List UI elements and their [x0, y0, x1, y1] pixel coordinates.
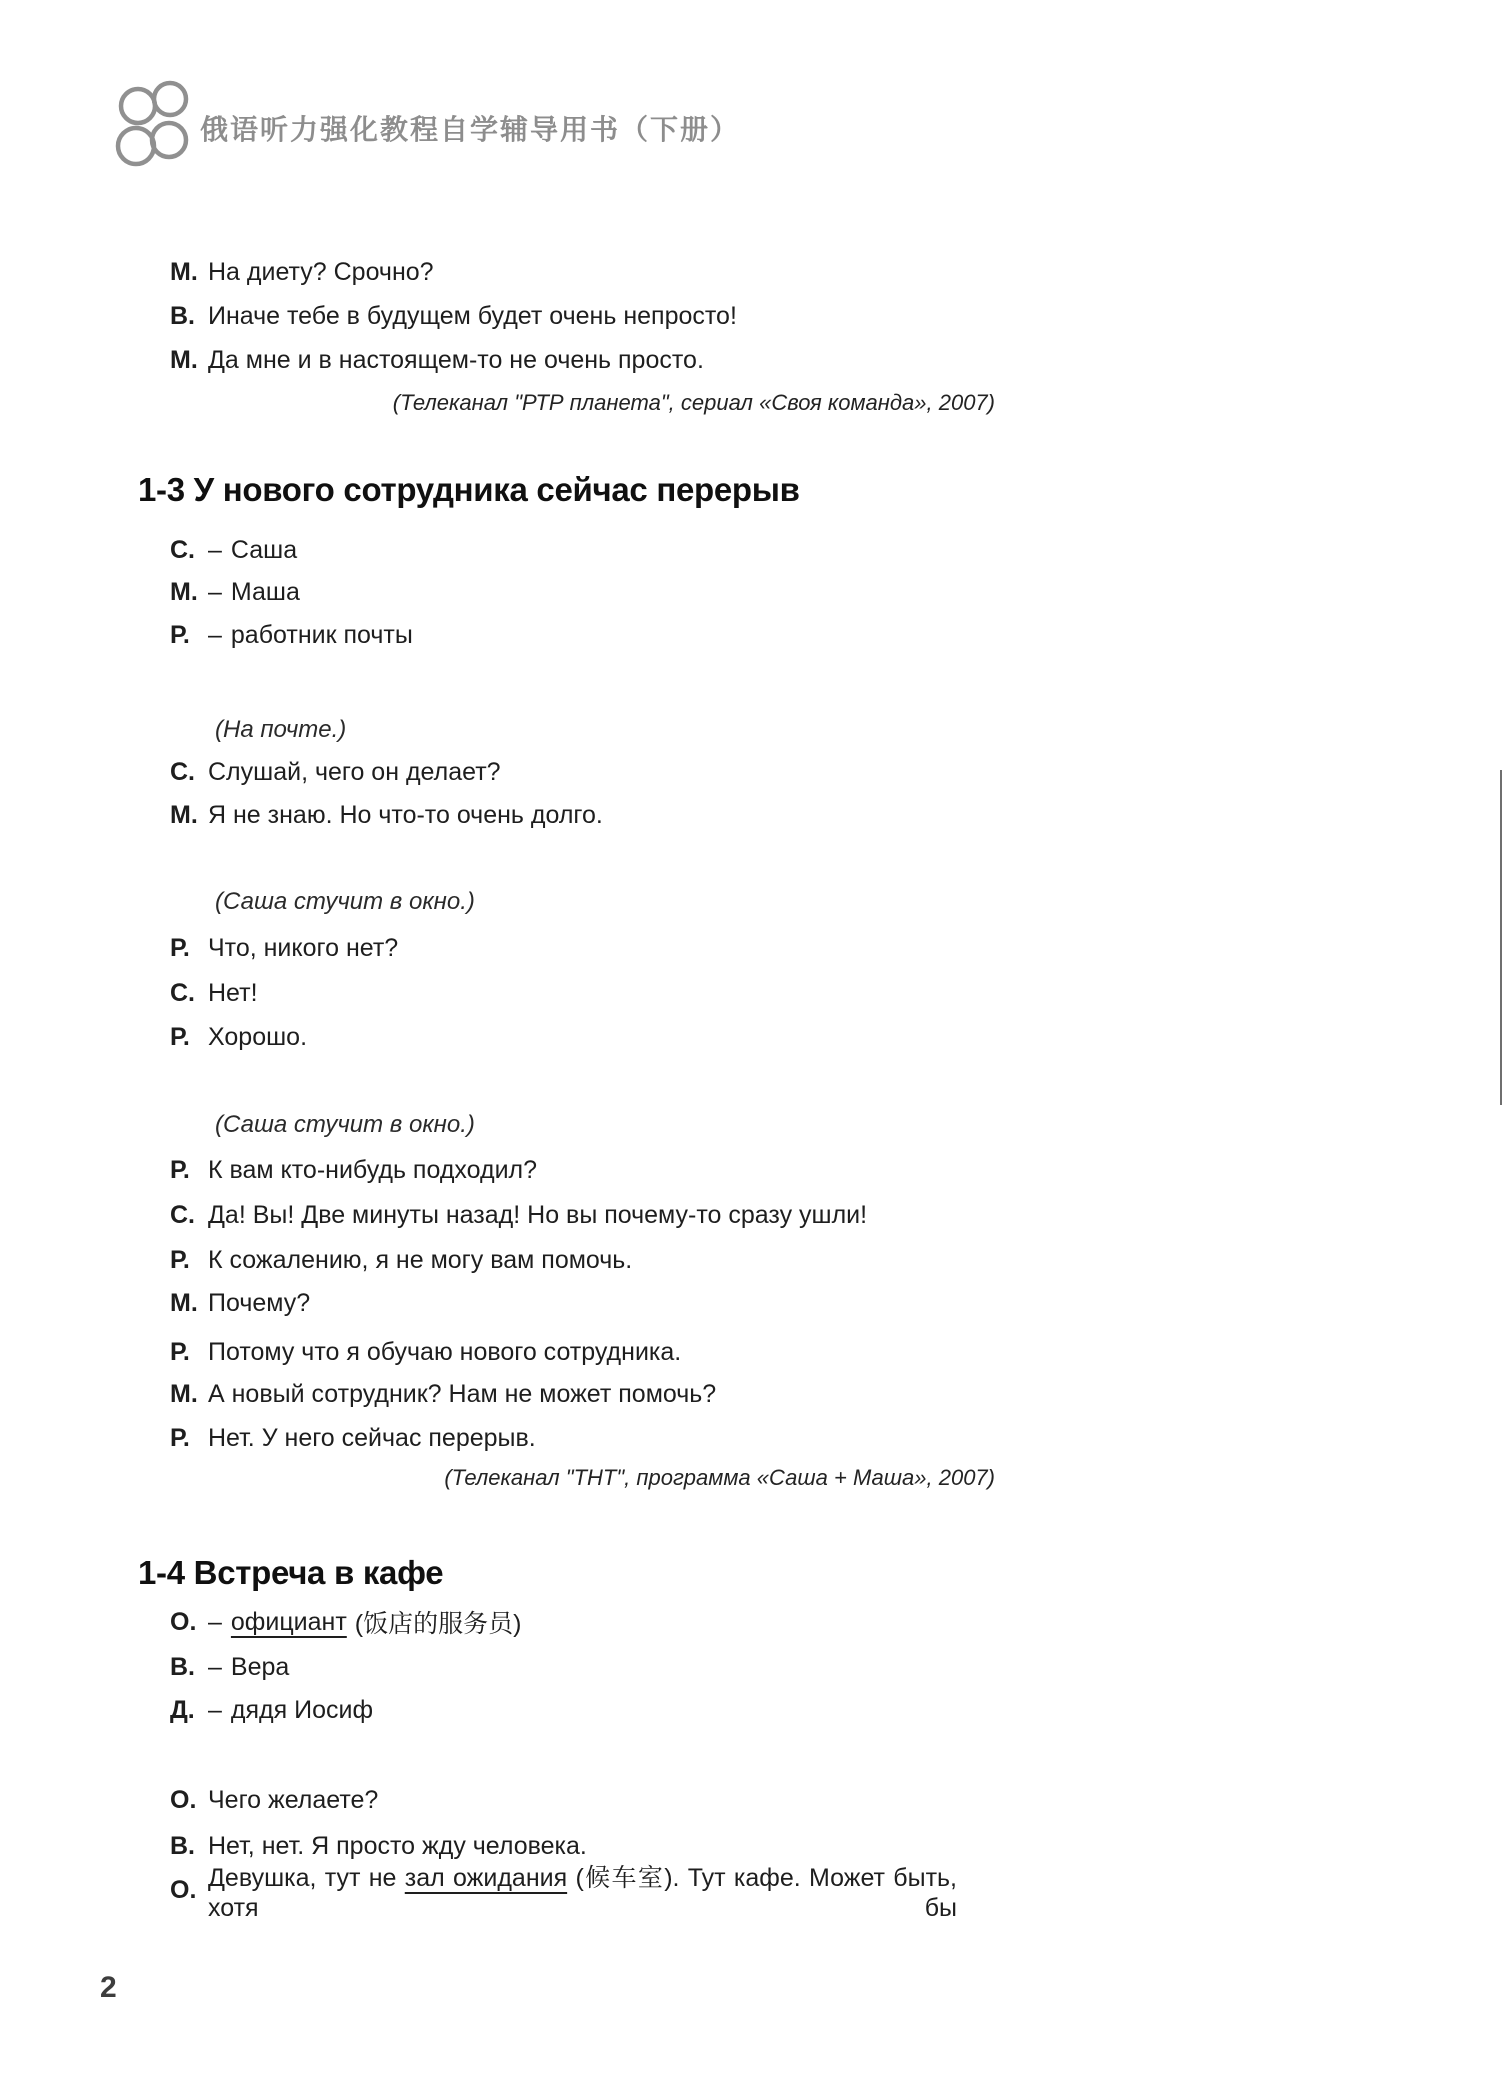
- dialogue-text: Нет, нет. Я просто жду человека.: [208, 1831, 587, 1860]
- cast-line: [170, 1645, 289, 1689]
- cast-name: Вера: [230, 1652, 290, 1681]
- speaker-label: М.: [170, 577, 198, 606]
- dialogue-text: Нет. У него сейчас перерыв.: [208, 1423, 536, 1452]
- dialogue-text: [208, 1858, 957, 1923]
- speaker-label: М.: [170, 1288, 198, 1317]
- section-heading-1-4: 1-4 Встреча в кафе: [138, 1554, 444, 1591]
- dialogue-line: [170, 1372, 716, 1416]
- speaker-label: В.: [170, 301, 195, 330]
- dialogue-text-underlined: зал ожидания: [404, 1863, 568, 1892]
- dialogue-text: Хорошо.: [208, 1022, 308, 1051]
- cast-line: [170, 1600, 521, 1644]
- book-title: 俄语听力强化教程自学辅导用书（下册）: [200, 114, 741, 145]
- page-number: 2: [100, 1971, 117, 2004]
- dialogue-text: Да мне и в настоящем-то не очень просто.: [208, 345, 704, 374]
- cast-line: [170, 1688, 373, 1732]
- cast-annotation: (饭店的服务员): [354, 1610, 522, 1638]
- speaker-label: С.: [170, 757, 195, 786]
- dialogue-line: [170, 1416, 536, 1460]
- dialogue-text: Я не знаю. Но что-то очень долго.: [208, 800, 603, 829]
- dialogue-line: [170, 250, 434, 294]
- dialogue-line: [170, 1193, 867, 1237]
- source-attribution: (Телеканал "ТНТ", программа «Саша + Маша», 2007): [444, 1465, 995, 1490]
- dialogue-line: [170, 1238, 632, 1282]
- dialogue-text-pre: Девушка, тут не: [208, 1863, 405, 1892]
- dialogue-line: [170, 1148, 537, 1192]
- speaker-label: Р.: [170, 1155, 190, 1184]
- stage-direction: (Саша стучит в окно.): [215, 1111, 475, 1138]
- dash: –: [208, 577, 222, 606]
- section-heading-1-3: 1-3 У нового сотрудника сейчас перерыв: [138, 471, 800, 508]
- cast-name-underlined: официант: [230, 1607, 347, 1636]
- dash: –: [208, 1607, 222, 1636]
- dialogue-line: [170, 1015, 307, 1059]
- dialogue-text: Почему?: [208, 1288, 311, 1317]
- speaker-label: С.: [170, 978, 195, 1007]
- dialogue-text: Что, никого нет?: [208, 933, 399, 962]
- speaker-label: Р.: [170, 933, 190, 962]
- dialogue-line: [170, 338, 704, 382]
- speaker-label: Р.: [170, 1337, 190, 1366]
- cast-name: Маша: [230, 577, 300, 606]
- dialogue-line: [170, 1778, 378, 1822]
- dialogue-text: Да! Вы! Две минуты назад! Но вы почему-то сразу ушли!: [208, 1200, 868, 1229]
- dialogue-text: Иначе тебе в будущем будет очень непросто!: [208, 301, 737, 330]
- speaker-label: Р.: [170, 1022, 190, 1051]
- speaker-label: В.: [170, 1652, 195, 1681]
- cast-name: работник почты: [230, 620, 413, 649]
- dialogue-text: Слушай, чего он делает?: [208, 757, 501, 786]
- cast-line: [170, 528, 297, 572]
- speaker-label: М.: [170, 257, 198, 286]
- speaker-label: О.: [170, 1785, 197, 1814]
- dialogue-text: На диету? Срочно?: [208, 257, 434, 286]
- speaker-label: С.: [170, 1200, 195, 1229]
- dialogue-text: К вам кто-нибудь подходил?: [208, 1155, 538, 1184]
- dialogue-text: Потому что я обучаю нового сотрудника.: [208, 1337, 682, 1366]
- speaker-label: М.: [170, 1379, 198, 1408]
- dialogue-line: [170, 750, 501, 794]
- speaker-label: Р.: [170, 1423, 190, 1452]
- speaker-label: С.: [170, 535, 195, 564]
- dialogue-text-post: (候车室). Тут кафе. Может быть, хотя бы: [208, 1863, 957, 1922]
- dialogue-text: Чего желаете?: [208, 1785, 379, 1814]
- dialogue-line: [170, 793, 603, 837]
- dialogue-line: [170, 1330, 681, 1374]
- stage-direction: (На почте.): [215, 716, 347, 743]
- dash: –: [208, 1652, 222, 1681]
- dialogue-line: [170, 1281, 310, 1325]
- scan-artifact-line: [1500, 770, 1502, 1105]
- dialogue-text: К сожалению, я не могу вам помочь.: [208, 1245, 633, 1274]
- four-circles-logo-icon: [112, 78, 192, 173]
- speaker-label: Р.: [170, 1245, 190, 1274]
- source-attribution: (Телеканал "РТР планета", сериал «Своя команда», 2007): [392, 390, 995, 415]
- cast-line: [170, 613, 413, 657]
- dialogue-text: А новый сотрудник? Нам не может помочь?: [208, 1379, 717, 1408]
- cast-name: Саша: [230, 535, 298, 564]
- cast-line: [170, 570, 300, 614]
- speaker-label: М.: [170, 345, 198, 374]
- dialogue-line: [170, 971, 258, 1015]
- speaker-label: О.: [170, 1875, 197, 1904]
- dialogue-line: [170, 294, 737, 338]
- dialogue-text: Нет!: [208, 978, 258, 1007]
- dialogue-line: [170, 1863, 957, 1922]
- dash: –: [208, 620, 222, 649]
- speaker-label: Д.: [170, 1695, 195, 1724]
- speaker-label: В.: [170, 1831, 195, 1860]
- speaker-label: Р.: [170, 620, 190, 649]
- dash: –: [208, 535, 222, 564]
- stage-direction: (Саша стучит в окно.): [215, 888, 475, 915]
- dialogue-line: [170, 926, 398, 970]
- cast-name: дядя Иосиф: [230, 1695, 374, 1724]
- dash: –: [208, 1695, 222, 1724]
- speaker-label: М.: [170, 800, 198, 829]
- speaker-label: О.: [170, 1607, 197, 1636]
